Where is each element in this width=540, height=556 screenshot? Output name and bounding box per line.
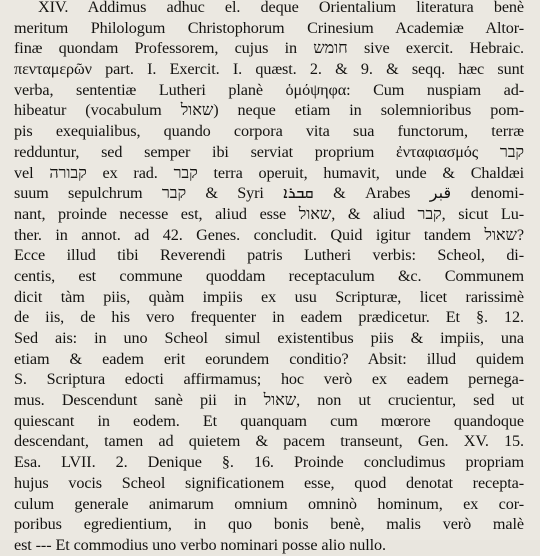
text-line: etiam & eadem erit eorundem conditio? Absit: illud quidem: [14, 349, 524, 368]
text-line: XIV. Addimus adhuc el. deque Orientalium literatura benè: [38, 0, 524, 16]
text-line: quiescant in eodem. Et quanquam cum mœrore quandoque: [14, 411, 524, 430]
text-line: Ecce illud tibi Reverendi patris Lutheri verbis: Scheol, di-: [14, 246, 524, 265]
text-line: descendant, tamen ad quietem & pacem transeunt, Gen. XV. 15.: [14, 432, 524, 451]
text-line: pis exequialibus, quando corpora vita sua functorum, terræ: [14, 122, 524, 141]
text-line: dicit tàm piis, quàm impiis ex usu Scripturæ, licet rarissimè: [14, 287, 524, 306]
text-line: verba, sententiæ Lutheri planè ὁμόψηφα: Cum nuspiam ad-: [14, 80, 524, 99]
text-line: culum generale animarum omnium omninò hominum, ex cor-: [14, 494, 524, 513]
text-line: meritum Philologum Christophorum Crinesium Academiæ Altor-: [14, 18, 524, 37]
text-line: πενταμερῶν part. I. Exercit. I. quæst. 2. & 9. & seqq. hæc sunt: [14, 60, 524, 79]
text-line: est --- Et commodius uno verbo nominari posse alio nullo.: [14, 535, 386, 554]
text-line: nant, proinde necesse est, aliud esse שאול, & aliud קבר, sicut Lu-: [14, 204, 524, 223]
text-line: de iis, de his vero frequenter in eadem prædicetur. Et §. 12.: [14, 308, 524, 327]
text-line: suum sepulchrum קבר & Syri ܩܒܪܐ & Arabes قبر denomi-: [14, 184, 524, 203]
text-line: vel קבורה ex rad. קבר terra operuit, humavit, unde & Chaldæi: [14, 163, 524, 182]
text-line: hujus vocis Scheol significationem esse, quod denotat recepta-: [14, 473, 524, 492]
text-line: finæ quondam Professorem, cujus in חומש sive exercit. Hebraic.: [14, 39, 524, 58]
text-line: hibeatur (vocabulum שאול) neque etiam in solemnioribus pom-: [14, 101, 524, 120]
text-line: ther. in annot. ad 42. Genes. concludit. Quid igitur tandem שאול?: [14, 225, 524, 244]
text-line: S. Scriptura edocti affirmamus; hoc verò ex eadem pernega-: [14, 370, 524, 389]
text-line: poribus egredientium, in quo bonis benè, malis verò malè: [14, 515, 524, 534]
text-line: Esa. LVII. 2. Denique §. 16. Proinde concludimus propriam: [14, 453, 524, 472]
body-text: [14, 0, 524, 556]
text-line: centis, est commune quoddam receptaculum &c. Communem: [14, 266, 524, 285]
text-line: Sed ais: in uno Scheol simul existentibus piis & impiis, una: [14, 329, 524, 347]
text-line: redduntur, sed semper ibi serviat proprium ἐνταφιασμός קבר: [14, 142, 524, 161]
text-line: mus. Descendunt sanè pii in שאול, non ut crucientur, sed ut: [14, 391, 524, 410]
